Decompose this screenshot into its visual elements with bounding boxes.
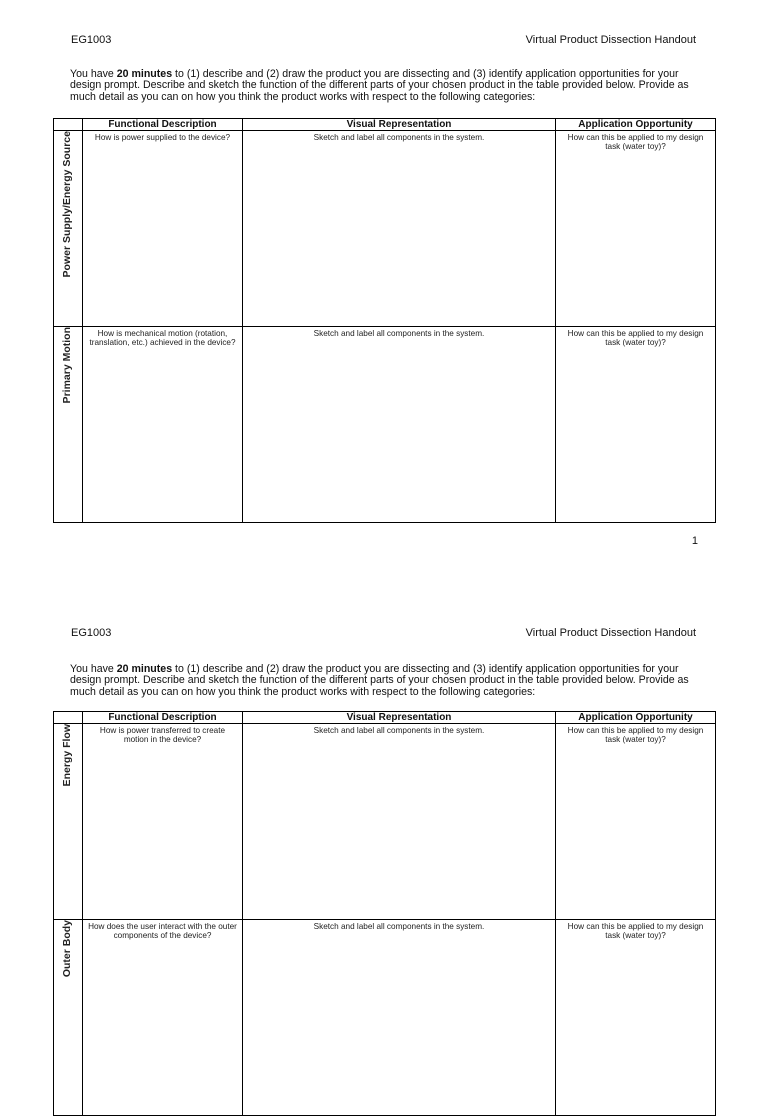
dissection-table: [53, 118, 716, 523]
prompt-text: How can this be applied to my design task (water toy)?: [567, 329, 704, 348]
functional-description-cell[interactable]: [83, 724, 243, 920]
column-header: Visual Representation: [243, 712, 556, 724]
instructions-paragraph: You have 20 minutes to (1) describe and (2) draw the product you are dissecting and (3) identify application opportunities for your design prompt. Describe and sketch the function of the different parts of your chosen product in the table provided below. Provide as much detail as you can on how you think the product works with respect to the following categories:: [70, 663, 689, 698]
application-opportunity-cell[interactable]: [556, 327, 716, 523]
row-label-cell: [54, 131, 83, 327]
row-label: Energy Flow: [61, 724, 74, 787]
document-title: Virtual Product Dissection Handout: [525, 627, 696, 639]
column-header: Visual Representation: [243, 119, 556, 131]
table-row: [54, 327, 716, 523]
application-opportunity-cell[interactable]: [556, 920, 716, 1116]
table-row: [54, 920, 716, 1116]
corner-cell: [54, 712, 83, 724]
prompt-text: How can this be applied to my design task (water toy)?: [567, 133, 704, 152]
prompt-text: Sketch and label all components in the system.: [313, 726, 485, 735]
visual-representation-cell[interactable]: [243, 131, 556, 327]
handout-page-2: [0, 600, 768, 1024]
visual-representation-cell[interactable]: [243, 724, 556, 920]
prompt-text: Sketch and label all components in the system.: [313, 922, 485, 931]
prompt-text: How is power supplied to the device?: [94, 133, 231, 142]
column-header: Application Opportunity: [556, 119, 716, 131]
application-opportunity-cell[interactable]: [556, 131, 716, 327]
prompt-text: Sketch and label all components in the system.: [313, 133, 485, 142]
page-number: 1: [691, 535, 698, 547]
functional-description-cell[interactable]: [83, 327, 243, 523]
prompt-text: How is power transferred to create motion in the device?: [99, 726, 226, 745]
prompt-text: How can this be applied to my design task (water toy)?: [567, 922, 704, 941]
time-limit: 20 minutes: [116, 68, 173, 80]
row-label-cell: [54, 724, 83, 920]
time-limit: 20 minutes: [116, 663, 173, 675]
prompt-text: How is mechanical motion (rotation, translation, etc.) achieved in the device?: [89, 329, 236, 348]
column-header: Functional Description: [83, 119, 243, 131]
table-header-row: [54, 712, 716, 724]
prompt-text: Sketch and label all components in the system.: [313, 329, 485, 338]
dissection-table: [53, 711, 716, 1116]
functional-description-cell[interactable]: [83, 920, 243, 1116]
corner-cell: [54, 119, 83, 131]
table-header-row: [54, 119, 716, 131]
visual-representation-cell[interactable]: [243, 920, 556, 1116]
prompt-text: How can this be applied to my design task (water toy)?: [567, 726, 704, 745]
course-code: EG1003: [71, 627, 112, 639]
table-row: [54, 131, 716, 327]
row-label: Primary Motion: [61, 327, 74, 404]
functional-description-cell[interactable]: [83, 131, 243, 327]
row-label-cell: [54, 327, 83, 523]
table-row: [54, 724, 716, 920]
application-opportunity-cell[interactable]: [556, 724, 716, 920]
row-label-cell: [54, 920, 83, 1116]
prompt-text: How does the user interact with the outer components of the device?: [88, 922, 237, 941]
document-title: Virtual Product Dissection Handout: [525, 34, 696, 46]
row-label: Power Supply/Energy Source: [61, 131, 74, 278]
row-label: Outer Body: [61, 920, 74, 978]
column-header: Functional Description: [83, 712, 243, 724]
instructions-paragraph: You have 20 minutes to (1) describe and (2) draw the product you are dissecting and (3) identify application opportunities for your design prompt. Describe and sketch the function of the different parts of your chosen product in the table provided below. Provide as much detail as you can on how you think the product works with respect to the following categories:: [70, 68, 689, 103]
course-code: EG1003: [71, 34, 112, 46]
column-header: Application Opportunity: [556, 712, 716, 724]
visual-representation-cell[interactable]: [243, 327, 556, 523]
